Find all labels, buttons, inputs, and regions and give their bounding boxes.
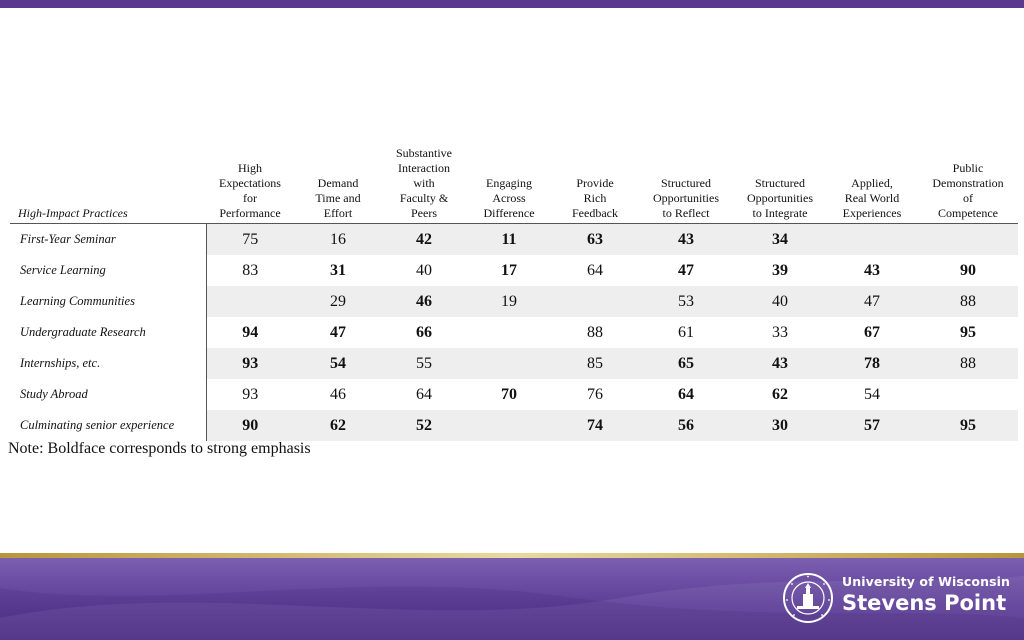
score-cell — [206, 286, 294, 317]
score-cell: 90 — [206, 410, 294, 441]
score-cell: 46 — [330, 385, 346, 403]
score-cell: 57 — [826, 410, 918, 441]
score-cell: 64 — [416, 385, 432, 403]
score-cell: 43 — [864, 261, 880, 279]
score-cell: 40 — [734, 286, 826, 317]
score-cell: 93 — [242, 385, 259, 403]
score-cell: 34 — [734, 224, 826, 256]
table-note: Note: Boldface corresponds to strong emphasis — [8, 440, 311, 457]
score-cell: 47 — [678, 261, 694, 279]
score-cell: 62 — [294, 410, 382, 441]
column-header-line: Opportunities — [653, 191, 719, 205]
column-header-line: Difference — [483, 206, 535, 220]
score-cell: 66 — [416, 323, 432, 341]
column-header-line: to Reflect — [662, 206, 710, 220]
score-cell: 42 — [382, 224, 466, 256]
score-cell: 54 — [294, 348, 382, 379]
score-cell: 33 — [772, 323, 788, 341]
score-cell: 64 — [587, 261, 603, 279]
column-header — [552, 146, 638, 224]
score-cell: 64 — [678, 385, 694, 403]
score-cell: 39 — [772, 261, 788, 279]
university-logo-text — [842, 574, 1010, 616]
practice-label: Undergraduate Research — [10, 317, 206, 348]
column-header-line: Effort — [323, 206, 353, 220]
row-header-label: High-Impact Practices — [10, 146, 206, 224]
score-cell: 65 — [638, 348, 734, 379]
column-header-line: Competence — [938, 206, 998, 220]
column-header-line: Structured — [661, 176, 711, 190]
score-cell: 11 — [466, 224, 552, 256]
score-cell — [466, 317, 552, 348]
score-cell: 76 — [587, 385, 603, 403]
score-cell: 52 — [382, 410, 466, 441]
score-cell: 74 — [552, 410, 638, 441]
practice-label: Internships, etc. — [10, 348, 206, 379]
column-header — [294, 146, 382, 224]
column-header — [382, 146, 466, 224]
column-header-line: Peers — [411, 206, 437, 220]
column-header-line: Experiences — [842, 206, 902, 220]
column-header — [638, 146, 734, 224]
score-cell: 46 — [382, 286, 466, 317]
score-cell: 95 — [918, 410, 1018, 441]
score-cell: 56 — [638, 410, 734, 441]
score-cell: 16 — [294, 224, 382, 256]
column-header-line: Structured — [755, 176, 805, 190]
score-cell: 54 — [864, 385, 880, 403]
column-header-line: for — [243, 191, 257, 205]
column-header — [734, 146, 826, 224]
score-cell: 67 — [864, 323, 880, 341]
score-cell: 83 — [242, 261, 259, 279]
score-cell: 78 — [826, 348, 918, 379]
score-cell: 47 — [826, 286, 918, 317]
logo-line-campus: Stevens Point — [842, 591, 1007, 615]
practice-label: Study Abroad — [10, 379, 206, 410]
table-row — [10, 224, 1018, 256]
score-cell: 93 — [206, 348, 294, 379]
logo-line-university: University of Wisconsin — [842, 574, 1011, 589]
column-header-line: Public — [952, 161, 984, 175]
column-header — [206, 146, 294, 224]
column-header-line: Provide — [576, 176, 614, 190]
table-row — [10, 317, 1018, 348]
score-cell: 47 — [330, 323, 346, 341]
score-cell: 95 — [960, 323, 976, 341]
score-cell: 40 — [416, 261, 432, 279]
column-header-line: Interaction — [398, 161, 450, 175]
column-header-line: with — [413, 176, 435, 190]
score-cell — [826, 224, 918, 256]
top-accent-bar — [0, 0, 1024, 8]
column-header-line: Time and — [315, 191, 361, 205]
table-row — [10, 286, 1018, 317]
practice-label: Learning Communities — [10, 286, 206, 317]
practice-label: Service Learning — [10, 255, 206, 286]
score-cell: 90 — [960, 261, 976, 279]
score-cell: 53 — [638, 286, 734, 317]
column-header-line: Across — [492, 191, 526, 205]
column-header-line: Faculty & — [399, 191, 449, 205]
score-cell: 17 — [501, 261, 517, 279]
column-header-line: Expectations — [219, 176, 281, 190]
column-header-line: Rich — [583, 191, 607, 205]
score-cell: 29 — [294, 286, 382, 317]
column-header — [918, 146, 1018, 224]
column-header-line: of — [963, 191, 973, 205]
column-header-line: Substantive — [396, 146, 452, 160]
column-header-line: Opportunities — [747, 191, 813, 205]
column-header-line: Feedback — [572, 206, 618, 220]
column-header — [466, 146, 552, 224]
column-header-line: to Integrate — [752, 206, 808, 220]
score-cell: 43 — [638, 224, 734, 256]
column-header-line: Engaging — [486, 176, 532, 190]
score-cell: 88 — [918, 348, 1018, 379]
column-header-line: Performance — [219, 206, 281, 220]
score-cell: 88 — [918, 286, 1018, 317]
practice-label: First-Year Seminar — [10, 224, 206, 256]
score-cell: 19 — [466, 286, 552, 317]
score-cell — [466, 410, 552, 441]
column-header-line: High — [238, 161, 262, 175]
table-row — [10, 255, 1018, 286]
table-header-row — [10, 146, 1018, 224]
score-cell — [918, 224, 1018, 256]
column-header-line: Demand — [317, 176, 359, 190]
practice-label: Culminating senior experience — [10, 410, 206, 441]
column-header-line: Real World — [844, 191, 900, 205]
score-cell: 75 — [206, 224, 294, 256]
university-seal-icon — [782, 572, 834, 624]
score-cell: 94 — [242, 323, 259, 341]
table-row — [10, 410, 1018, 441]
score-cell: 61 — [678, 323, 694, 341]
high-impact-practices-table — [10, 146, 1018, 441]
column-header — [826, 146, 918, 224]
score-cell: 85 — [552, 348, 638, 379]
score-cell: 30 — [734, 410, 826, 441]
table-body — [10, 224, 1018, 442]
score-cell: 55 — [382, 348, 466, 379]
score-cell — [466, 348, 552, 379]
column-header-line: Demonstration — [932, 176, 1004, 190]
score-cell — [918, 379, 1018, 410]
score-cell: 62 — [772, 385, 788, 403]
score-cell: 88 — [587, 323, 603, 341]
score-cell: 70 — [501, 385, 517, 403]
score-cell: 31 — [330, 261, 346, 279]
table-row — [10, 348, 1018, 379]
score-cell — [552, 286, 638, 317]
column-header-line: Applied, — [851, 176, 893, 190]
score-cell: 43 — [734, 348, 826, 379]
table-row — [10, 379, 1018, 410]
score-cell: 63 — [552, 224, 638, 256]
